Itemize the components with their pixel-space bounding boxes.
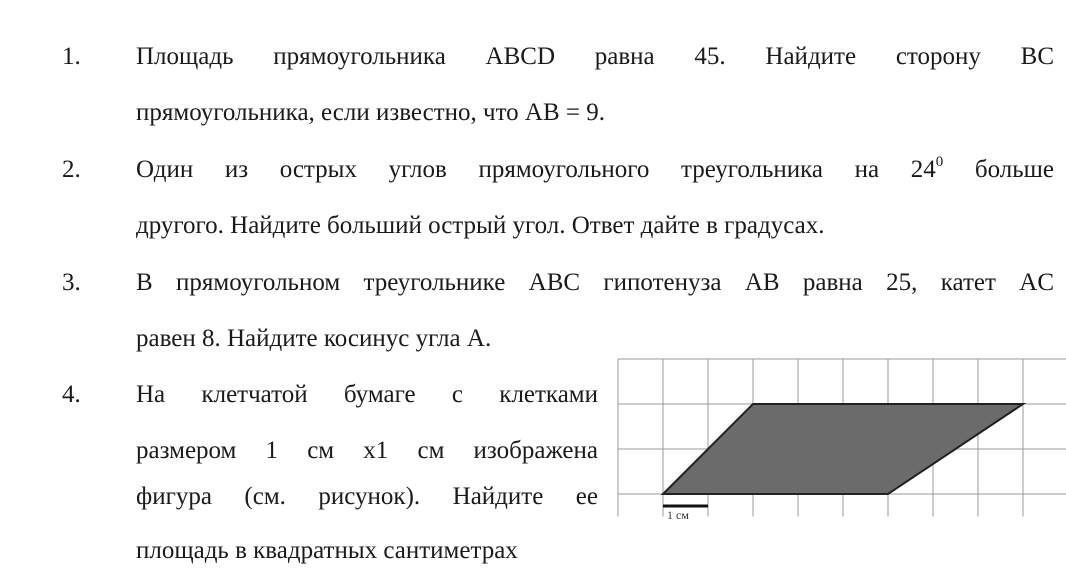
problem-4-text-line-4: площадь в квадратных сантиметрах [136, 537, 518, 564]
problem-3-text-line-1: В прямоугольном треугольнике ABC гипотенуза AB равна 25, катет AC [136, 269, 1054, 296]
problem-2-text-line-2: другого. Найдите больший острый угол. Ответ дайте в градусах. [136, 212, 825, 239]
problem-4-number: 4. [62, 381, 81, 408]
problem-1-text-line-1: Площадь прямоугольника ABCD равна 45. Найдите сторону BC [136, 43, 1054, 70]
problem-3-text-line-2: равен 8. Найдите косинус угла A. [136, 325, 492, 352]
grid-figure [617, 358, 1066, 520]
problem-4-text-line-3: фигура (см. рисунок). Найдите ее [136, 483, 598, 510]
problem-2-text-b: больше [943, 156, 1054, 183]
problem-4-text-line-2: размером 1 см x1 см изображена [136, 437, 598, 464]
problem-1-text-line-2: прямоугольника, если известно, что AB = 9. [136, 99, 605, 126]
problem-2-number: 2. [62, 156, 81, 183]
scale-label: 1 см [667, 508, 689, 520]
problem-1-number: 1. [62, 43, 81, 70]
problem-2-text-line-1 [136, 153, 1054, 183]
problem-2-text-a: Один из острых углов прямоугольного треугольника на 24 [136, 156, 936, 183]
problem-3-number: 3. [62, 269, 81, 296]
problem-4-text-line-1: На клетчатой бумаге с клетками [136, 381, 598, 408]
degree-superscript: 0 [935, 153, 944, 170]
